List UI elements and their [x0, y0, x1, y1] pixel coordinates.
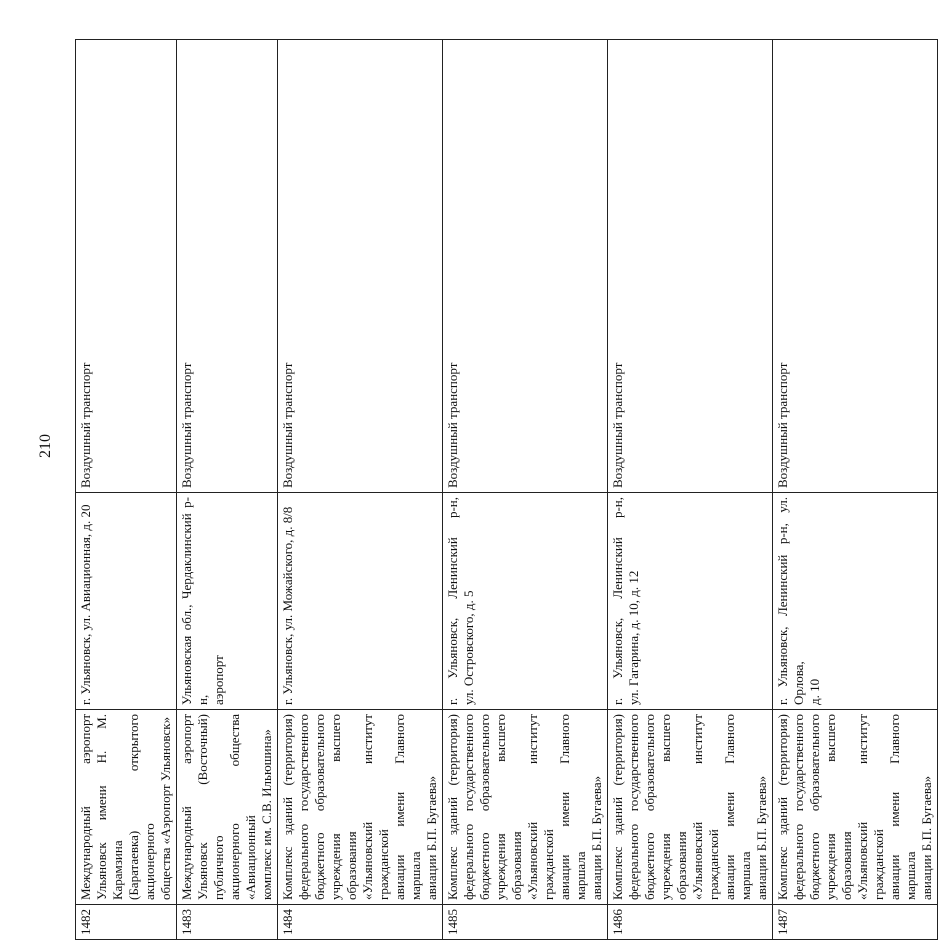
facility-address-line: г. Ульяновск, Ленинский р-н, ул. Орлова,: [775, 497, 806, 705]
transport-type-cell: Воздушный транспорт: [177, 40, 278, 493]
facility-name-line: авиации Б.П. Бугаева»: [424, 775, 439, 900]
facility-address-cell: [278, 493, 443, 710]
facility-address-line: аэропорт: [211, 655, 226, 705]
facility-address-cell: [76, 493, 177, 710]
facility-name-line: комплекс им. С.В. Ильюшина»: [259, 729, 274, 900]
facility-name-cell: [773, 710, 938, 905]
facility-name-line: федерального государственного: [461, 714, 476, 900]
facility-address-line: г. Ульяновск, Ленинский р-н,: [445, 497, 460, 705]
facility-name-line: бюджетного образовательного: [477, 714, 492, 900]
facility-name-line: Комплекс зданий (территория): [445, 714, 460, 900]
facility-name-line: авиации имени Главного маршала: [557, 714, 588, 900]
facility-name-cell: [76, 710, 177, 905]
table-rotation-frame: [75, 60, 934, 940]
row-number: 1482: [76, 905, 177, 940]
transport-type-cell: Воздушный транспорт: [76, 40, 177, 493]
facility-name-line: общества «Аэропорт Ульяновск»: [158, 716, 173, 900]
row-number: 1485: [443, 905, 608, 940]
facility-name-cell: [443, 710, 608, 905]
facility-name-line: «Ульяновский институт гражданской: [855, 714, 886, 900]
facility-name-line: федерального государственного: [626, 714, 641, 900]
table-row: [608, 40, 773, 940]
table-row: [278, 40, 443, 940]
facility-name-line: учреждения высшего образования: [493, 714, 524, 900]
facility-address-cell: [443, 493, 608, 710]
row-number: 1486: [608, 905, 773, 940]
facility-registry-table: [75, 39, 938, 940]
facility-address-line: ул. Гагарина, д. 10, д. 12: [626, 570, 641, 705]
table-row: [443, 40, 608, 940]
facility-name-line: бюджетного образовательного: [807, 714, 822, 900]
facility-name-line: Ульяновск (Восточный) публичного: [195, 714, 226, 900]
facility-name-line: «Ульяновский институт гражданской: [525, 714, 556, 900]
table-body: [76, 40, 938, 940]
facility-name-line: авиации имени Главного маршала: [887, 714, 918, 900]
facility-name-line: акционерного общества «Авиационный: [227, 714, 258, 900]
facility-name-line: бюджетного образовательного: [642, 714, 657, 900]
facility-address-line: г. Ульяновск, ул. Авиационная, д. 20: [78, 504, 93, 705]
facility-name-line: федерального государственного: [296, 714, 311, 900]
facility-address-line: Ульяновская обл., Чердаклинский р-н,: [179, 497, 210, 705]
facility-name-line: учреждения высшего образования: [658, 714, 689, 900]
row-number: 1487: [773, 905, 938, 940]
facility-name-line: авиации имени Главного маршала: [392, 714, 423, 900]
facility-address-line: ул. Островского, д. 5: [461, 590, 476, 705]
facility-address-line: д. 10: [807, 678, 822, 705]
transport-type-cell: Воздушный транспорт: [608, 40, 773, 493]
row-number: 1483: [177, 905, 278, 940]
facility-name-line: Комплекс зданий (территория): [280, 714, 295, 900]
facility-name-line: «Ульяновский институт гражданской: [690, 714, 721, 900]
rotated-table-container: [75, 60, 934, 940]
facility-name-line: Комплекс зданий (территория): [610, 714, 625, 900]
facility-name-cell: [177, 710, 278, 905]
facility-name-line: Международный аэропорт: [78, 714, 93, 900]
facility-name-cell: [278, 710, 443, 905]
facility-name-line: Международный аэропорт: [179, 714, 194, 900]
facility-address-cell: [608, 493, 773, 710]
table-row: [76, 40, 177, 940]
page-number: 210: [37, 434, 54, 458]
facility-name-line: авиации имени Главного маршала: [722, 714, 753, 900]
facility-address-cell: [177, 493, 278, 710]
transport-type-cell: Воздушный транспорт: [278, 40, 443, 493]
facility-name-line: авиации Б.П. Бугаева»: [589, 775, 604, 900]
table-row: [177, 40, 278, 940]
facility-address-line: г. Ульяновск, ул. Можайского, д. 8/8: [280, 506, 295, 705]
row-number: 1484: [278, 905, 443, 940]
facility-name-line: «Ульяновский институт гражданской: [360, 714, 391, 900]
facility-name-line: (Баратаевка) открытого акционерного: [126, 714, 157, 900]
facility-name-line: учреждения высшего образования: [823, 714, 854, 900]
transport-type-cell: Воздушный транспорт: [443, 40, 608, 493]
facility-address-cell: [773, 493, 938, 710]
facility-name-line: авиации Б.П. Бугаева»: [754, 775, 769, 900]
facility-name-line: Ульяновск имени Н. М. Карамзина: [94, 714, 125, 900]
facility-name-line: федерального государственного: [791, 714, 806, 900]
facility-name-line: Комплекс зданий (территория): [775, 714, 790, 900]
transport-type-cell: Воздушный транспорт: [773, 40, 938, 493]
facility-name-line: авиации Б.П. Бугаева»: [919, 775, 934, 900]
facility-name-cell: [608, 710, 773, 905]
table-row: [773, 40, 938, 940]
facility-name-line: учреждения высшего образования: [328, 714, 359, 900]
facility-name-line: бюджетного образовательного: [312, 714, 327, 900]
facility-address-line: г. Ульяновск, Ленинский р-н,: [610, 497, 625, 705]
